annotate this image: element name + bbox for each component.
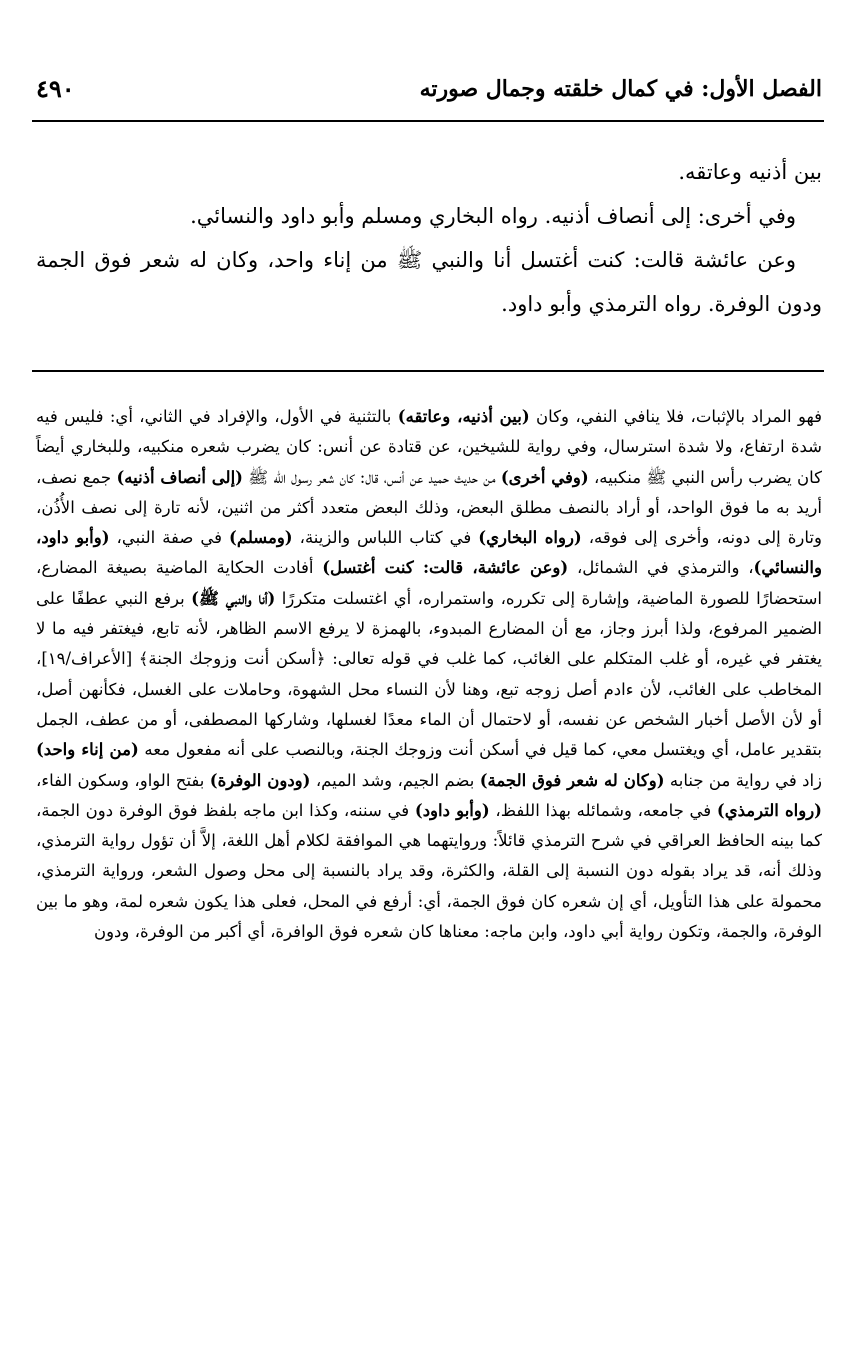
commentary-span: في سننه، وكذا ابن ماجه بلفظ فوق الوفرة دون الجمة، كما بينه الحافظ العراقي في شرح الترمذي قائلاً: وروايتهما هي الموافقة لكلام أهل اللغة، إلاَّ أن تؤول رواية الترمذي، وذلك أنه، قد يراد بقوله دون النسبة إلى القلة، والكثرة، وقد يراد بالنسبة إلى محل وصول الشعر، ورواية الترمذي، محمولة على هذا التأويل، أي إن شعره كان فوق الجمة، أي: أرفع في المحل، فعلى هذا يكون شعره لمة، وهو ما بين الوفرة، والجمة، وتكون رواية أبي داود، وابن ماجه: معناها كان شعره فوق الوافرة، أي أكبر من الوفرة، ودون xyxy=(36,800,822,942)
quoted-phrase: (إلى أنصاف أذنيه) xyxy=(116,467,243,487)
quoted-phrase: (أنا والنبي ﷺ) xyxy=(191,588,276,608)
quoted-phrase: (رواه البخاري) xyxy=(478,528,582,548)
footnote-rule xyxy=(32,370,824,372)
quoted-phrase: (وكان له شعر فوق الجمة) xyxy=(479,770,665,790)
quoted-phrase: (من إناء واحد) xyxy=(36,740,139,760)
commentary-span: في صفة النبي، xyxy=(109,528,230,548)
quoted-phrase: (ودون الوفرة) xyxy=(209,770,311,790)
commentary-span: بالتثنية في الأول، والإفراد في الثاني، أي: فليس فيه شدة ارتفاع، ولا شدة استرسال، وفي رواية للشيخين، عن قتادة عن أنس: كان يضرب شعره منكبيه، وللبخاري أيضاً كان يضرب رأس النبي ﷺ منكبيه، xyxy=(36,407,823,487)
commentary-span: ، والترمذي في الشمائل، xyxy=(568,558,754,578)
commentary-paragraph xyxy=(36,402,822,947)
commentary-span: بضم الجيم، وشد الميم، xyxy=(310,770,480,790)
commentary-span: جمع نصف، أريد به ما فوق الواحد، أو أراد بالنصف مطلق البعض، وذلك البعض متعدد أكثر من اثنين، لأنه تارة إلى نصف الأُذُن، وتارة إلى دونه، وأخرى إلى فوقه، xyxy=(36,467,822,548)
quoted-phrase: (وأبو داود) xyxy=(414,800,490,820)
quoted-phrase: (وعن عائشة، قالت: كنت أغتسل) xyxy=(322,558,569,578)
commentary-span: زاد في رواية من جنابه xyxy=(664,770,822,790)
hadith-paragraph-3: وعن عائشة قالت: كنت أغتسل أنا والنبي ﷺ من إناء واحد، وكان له شعر فوق الجمة ودون الوفرة. رواه الترمذي وأبو داود. xyxy=(36,248,822,316)
page-number: ٤٩٠ xyxy=(36,74,75,103)
commentary-span: برفع النبي عطفًا على الضمير المرفوع، ولذا أبرز وجاز، مع أن المضارع المبدوء، بالهمزة لا يرفع الاسم الظاهر، لأنه تابع، فيغتفر فيه ما لا يغتفر في غيره، أو غلب المتكلم على الغائب، كما غلب في قوله تعالى: ﴿أسكن أنت وزوجك الجنة﴾ [الأعراف/١٩]، المخاطب على الغائب، لأن ءادم أصل زوجه تبع، وهنا لأن النساء محل الشهوة، وحاملات على الغسل، فكأنهن أصل، أو لأن الأصل أخبار الشخص عن نفسه، أو لاحتمال أن الماء معدًا لغسلها، وشاركها المصطفى، أو من عطف، الجمل بتقدير عامل، أي ويغتسل معي، كما قيل في أسكن أنت وزوجك الجنة، وبالنصب على أنه مفعول معه xyxy=(36,588,822,760)
quoted-phrase: (وأبو داود، والنسائي) xyxy=(36,528,822,578)
running-title: الفصل الأول: في كمال خلقته وجمال صورته xyxy=(419,76,822,102)
quoted-phrase: (رواه الترمذي) xyxy=(716,800,822,820)
commentary-span: أفادت الحكاية الماضية بصيغة المضارع، استحضارًا للصورة الماضية، وإشارة إلى تكرره، واستمراره، أي اغتسلت متكررًا xyxy=(36,558,822,608)
hadith-paragraph-1: بين أذنيه وعاتقه. xyxy=(678,160,822,184)
commentary-span: في جامعه، وشمائله بهذا اللفظ، xyxy=(489,800,717,820)
page-header xyxy=(32,66,822,112)
commentary-span: بفتح الواو، وسكون الفاء، xyxy=(36,770,210,790)
quoted-phrase: (وفي أخرى) xyxy=(500,467,589,487)
commentary-span: في كتاب اللباس والزينة، xyxy=(292,528,479,548)
commentary-text xyxy=(36,402,822,947)
commentary-span: فهو المراد بالإثبات، فلا ينافي النفي، وكان xyxy=(529,407,822,426)
quoted-phrase: (بين أذنيه، وعاتقه) xyxy=(397,407,530,426)
hadith-paragraph-2: وفي أخرى: إلى أنصاف أذنيه. رواه البخاري ومسلم وأبو داود والنسائي. xyxy=(190,204,796,228)
hadith-text xyxy=(36,150,822,326)
header-rule xyxy=(32,120,824,122)
commentary-span: من حديث حميد عن أنس، قال: كان شعر رسول الله ﷺ xyxy=(242,467,501,487)
quoted-phrase: (ومسلم) xyxy=(229,528,293,548)
